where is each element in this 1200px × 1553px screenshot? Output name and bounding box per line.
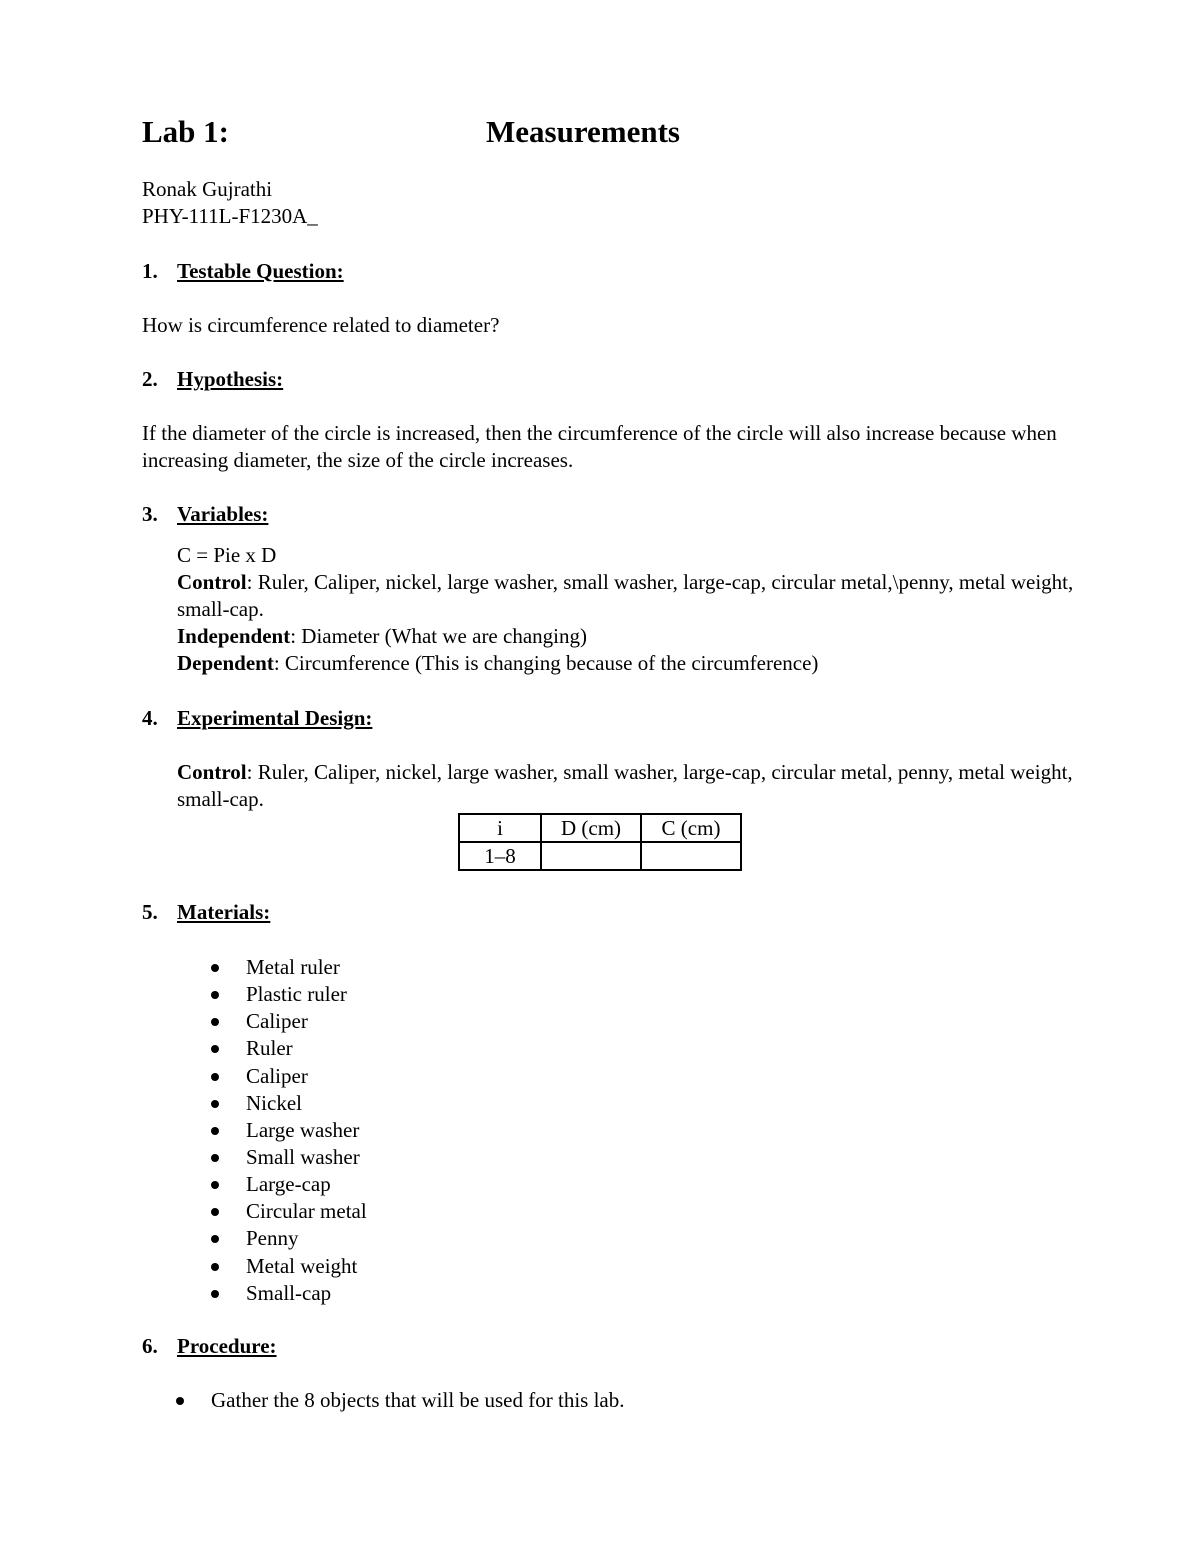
- table-cell: [641, 842, 741, 870]
- list-item-text: Caliper: [246, 1063, 308, 1088]
- section-title: Testable Question:: [177, 259, 344, 283]
- list-item: [208, 1008, 367, 1035]
- table-row: [459, 842, 741, 870]
- list-item: [208, 1280, 367, 1307]
- bullet-icon: [176, 1397, 184, 1405]
- data-table: [458, 813, 742, 871]
- section-4-heading: [142, 705, 372, 732]
- table-header-cell: C (cm): [641, 814, 741, 842]
- section-3-heading: [142, 501, 268, 528]
- control-label: Control: [177, 570, 247, 594]
- section-6-heading: [142, 1333, 277, 1360]
- section-title: Procedure:: [177, 1334, 277, 1358]
- list-item: [208, 981, 367, 1008]
- list-item-text: Metal ruler: [246, 955, 340, 979]
- section-number: 1.: [142, 259, 158, 283]
- bullet-icon: [211, 1073, 219, 1081]
- author-name: Ronak Gujrathi: [142, 177, 273, 201]
- table-cell: 1–8: [459, 842, 541, 870]
- bullet-icon: [211, 1018, 219, 1026]
- bullet-icon: [211, 1290, 219, 1298]
- bullet-icon: [211, 1154, 219, 1162]
- dependent-label: Dependent: [177, 651, 274, 675]
- list-item-text: Gather the 8 objects that will be used for this lab.: [211, 1388, 625, 1412]
- design-control: [177, 759, 1077, 813]
- hypothesis-text: If the diameter of the circle is increased, then the circumference of the circle will also increase because when increasing diameter, the size of the circle increases.: [142, 421, 1057, 472]
- list-item: [208, 1198, 367, 1225]
- section-number: 2.: [142, 367, 158, 391]
- list-item: [208, 1144, 367, 1171]
- section-title: Materials:: [177, 900, 271, 924]
- variables-independent: [177, 623, 587, 650]
- independent-text: : Diameter (What we are changing): [290, 624, 587, 648]
- section-title: Experimental Design:: [177, 706, 373, 730]
- course-code: PHY-111L-F1230A_: [142, 204, 318, 228]
- list-item: [208, 1063, 367, 1090]
- materials-list: [208, 954, 367, 1307]
- control-label: Control: [177, 760, 247, 784]
- title-topic: Measurements: [486, 114, 680, 149]
- bullet-icon: [211, 991, 219, 999]
- list-item-text: Caliper: [246, 1009, 308, 1034]
- list-item-text: Small-cap: [246, 1280, 332, 1305]
- list-item-text: Large-cap: [246, 1172, 331, 1197]
- list-item-text: Metal weight: [246, 1253, 358, 1278]
- control-text: : Ruler, Caliper, nickel, large washer, small washer, large-cap, circular metal, penny, metal weight, small-cap.: [177, 760, 1073, 811]
- list-item: [208, 1035, 367, 1062]
- title-lab-number: Lab 1:: [142, 114, 229, 149]
- control-text: : Ruler, Caliper, nickel, large washer, small washer, large-cap, circular metal,\penny, metal weight, small-cap.: [177, 570, 1074, 621]
- bullet-icon: [211, 1235, 219, 1243]
- section-number: 6.: [142, 1334, 158, 1358]
- list-item-text: Plastic ruler: [246, 982, 347, 1007]
- bullet-icon: [211, 1100, 219, 1108]
- section-2-heading: [142, 366, 283, 393]
- variables-dependent: [177, 650, 818, 677]
- bullet-icon: [211, 964, 219, 972]
- procedure-list: [173, 1387, 624, 1414]
- formula: C = Pie x D: [177, 543, 277, 567]
- list-item-text: Penny: [246, 1226, 299, 1251]
- list-item-text: Ruler: [246, 1036, 293, 1061]
- dependent-text: : Circumference (This is changing because of the circumference): [273, 651, 819, 675]
- bullet-icon: [211, 1045, 219, 1053]
- list-item: [208, 954, 367, 981]
- list-item: [208, 1171, 367, 1198]
- list-item: [208, 1117, 367, 1144]
- table-cell: [541, 842, 641, 870]
- section-number: 3.: [142, 502, 158, 526]
- section-title: Hypothesis:: [177, 367, 284, 391]
- section-number: 4.: [142, 706, 158, 730]
- list-item-text: Small washer: [246, 1144, 360, 1169]
- table-header-row: [459, 814, 741, 842]
- list-item-text: Nickel: [246, 1090, 302, 1115]
- bullet-icon: [211, 1208, 219, 1216]
- list-item: [173, 1387, 624, 1414]
- table-header-cell: i: [459, 814, 541, 842]
- section-number: 5.: [142, 900, 158, 924]
- list-item: [208, 1225, 367, 1252]
- document-title: [142, 112, 1100, 152]
- list-item: [208, 1253, 367, 1280]
- testable-question-text: How is circumference related to diameter?: [142, 313, 500, 337]
- list-item-text: Circular metal: [246, 1199, 367, 1224]
- table-header-cell: D (cm): [541, 814, 641, 842]
- section-title: Variables:: [177, 502, 269, 526]
- bullet-icon: [211, 1127, 219, 1135]
- section-5-heading: [142, 899, 270, 926]
- list-item-text: Large washer: [246, 1117, 360, 1142]
- variables-control: [177, 569, 1077, 623]
- list-item: [208, 1090, 367, 1117]
- independent-label: Independent: [177, 624, 291, 648]
- bullet-icon: [211, 1181, 219, 1189]
- section-1-heading: [142, 258, 344, 285]
- bullet-icon: [211, 1263, 219, 1271]
